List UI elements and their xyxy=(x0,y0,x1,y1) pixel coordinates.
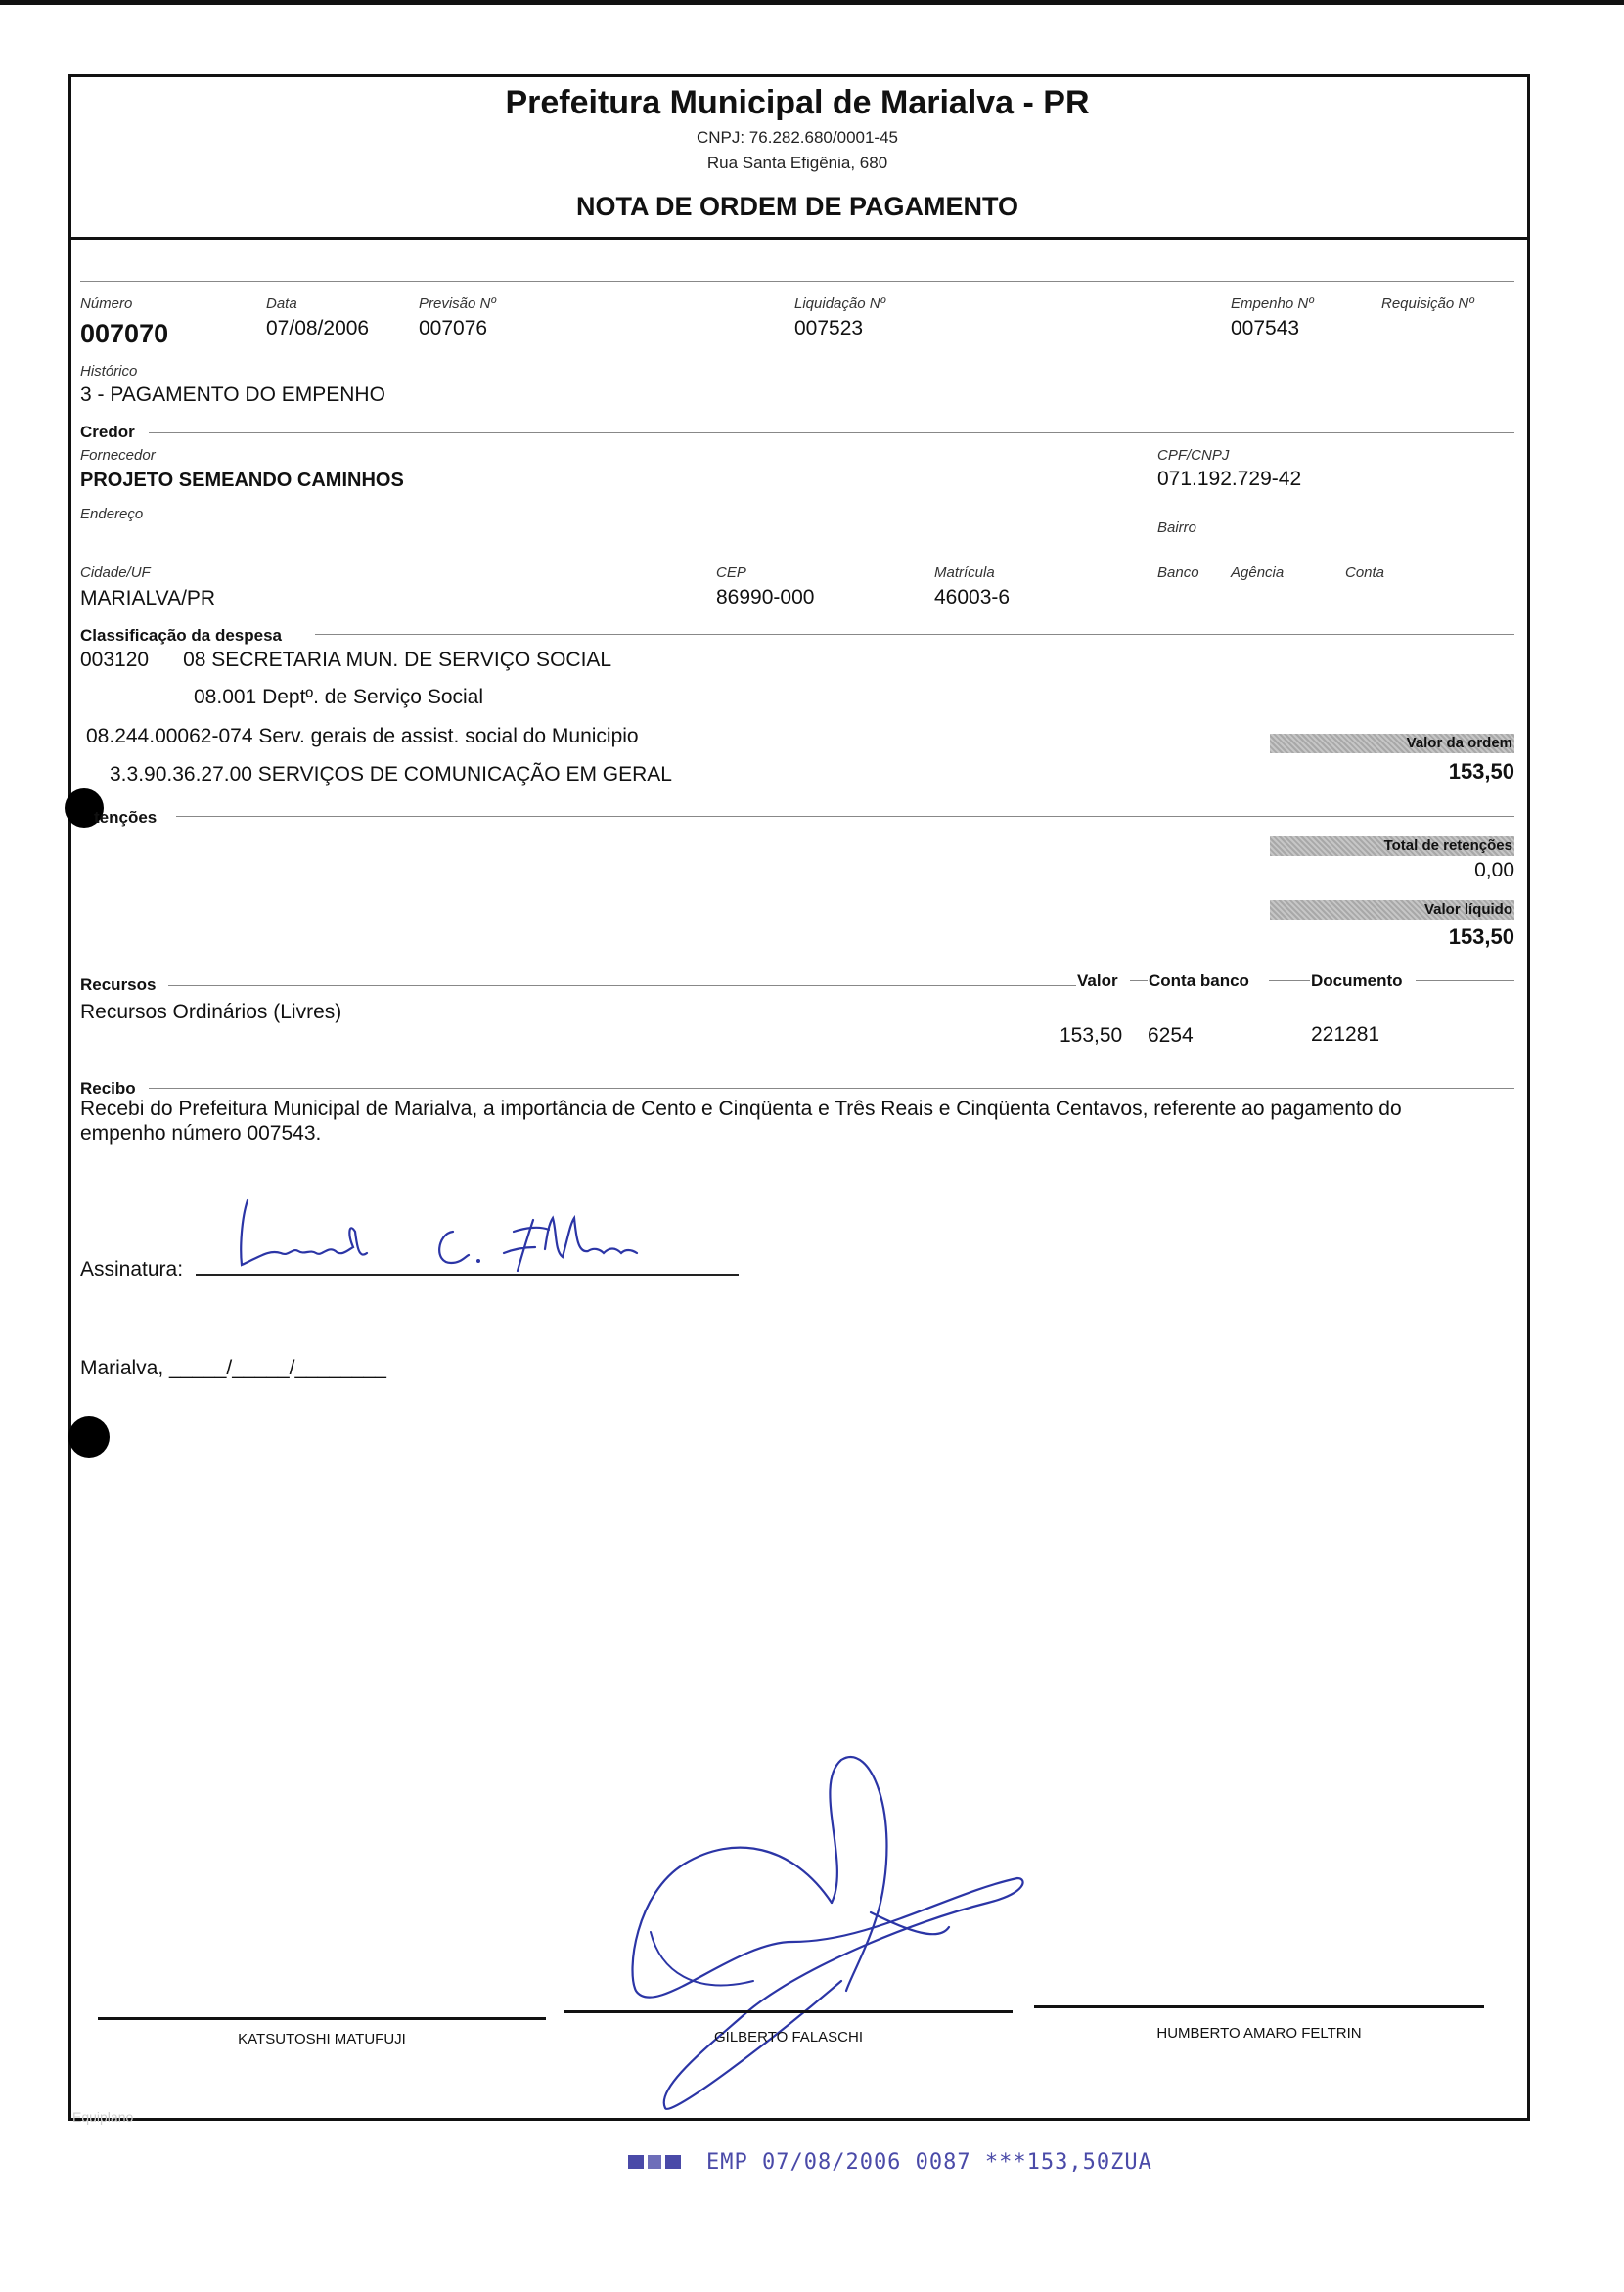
top-divider xyxy=(80,281,1514,282)
cpf-value: 071.192.729-42 xyxy=(1157,468,1302,490)
recursos-divider xyxy=(168,985,1076,986)
credor-divider xyxy=(149,432,1514,433)
empenho-value: 007543 xyxy=(1231,317,1300,339)
recibo-divider xyxy=(149,1088,1514,1089)
cidade-value: MARIALVA/PR xyxy=(80,587,216,609)
conta-label: Conta xyxy=(1345,564,1385,581)
previsao-value: 007076 xyxy=(419,317,488,339)
page-top-edge xyxy=(0,0,1624,5)
classificacao-line: 08.001 Deptº. de Serviço Social xyxy=(194,686,484,708)
recibo-section-label: Recibo xyxy=(80,1079,136,1098)
signatory-name: HUMBERTO AMARO FELTRIN xyxy=(1156,2025,1362,2042)
recursos-documento: 221281 xyxy=(1311,1023,1380,1046)
cidade-label: Cidade/UF xyxy=(80,564,151,581)
total-retencoes-value: 0,00 xyxy=(1474,859,1514,881)
historico-value: 3 - PAGAMENTO DO EMPENHO xyxy=(80,383,385,406)
signatory-name: GILBERTO FALASCHI xyxy=(714,2029,863,2045)
retencoes-section-label: tenções xyxy=(94,808,158,827)
recursos-divider-small xyxy=(1269,980,1310,981)
numero-label: Número xyxy=(80,295,133,312)
recursos-divider-small xyxy=(1130,980,1148,981)
equiplano-watermark: Equiplano xyxy=(72,2109,134,2125)
handwritten-signature-recibo xyxy=(220,1189,690,1281)
payment-stamp: EMP 07/08/2006 0087 ***153,50ZUA xyxy=(706,2150,1152,2175)
assinatura-label: Assinatura: xyxy=(80,1258,184,1281)
classificacao-line: 003120 08 SECRETARIA MUN. DE SERVIÇO SOCIAL xyxy=(80,649,612,671)
document-title: NOTA DE ORDEM DE PAGAMENTO xyxy=(575,192,1018,221)
historico-label: Histórico xyxy=(80,363,138,380)
recursos-valor: 153,50 xyxy=(1060,1024,1123,1047)
classificacao-section-label: Classificação da despesa xyxy=(80,626,283,645)
signature-line xyxy=(98,2017,546,2020)
endereco-label: Endereço xyxy=(80,506,144,522)
valor-liquido-label: Valor líquido xyxy=(1270,900,1514,920)
signatory-name: KATSUTOSHI MATUFUJI xyxy=(238,2031,406,2047)
fornecedor-label: Fornecedor xyxy=(80,447,156,464)
recursos-valor-label: Valor xyxy=(1077,971,1118,990)
valor-ordem-value: 153,50 xyxy=(1448,759,1514,784)
banco-label: Banco xyxy=(1157,564,1199,581)
liquidacao-label: Liquidação Nº xyxy=(794,295,886,312)
empenho-label: Empenho Nº xyxy=(1231,295,1314,312)
local-date-text: Marialva, _____/_____/________ xyxy=(80,1357,386,1379)
data-label: Data xyxy=(266,295,297,312)
signature-line xyxy=(1034,2005,1484,2008)
total-retencoes-label: Total de retenções xyxy=(1270,836,1514,856)
recursos-conta: 6254 xyxy=(1148,1024,1194,1047)
header-divider xyxy=(68,237,1530,240)
matricula-value: 46003-6 xyxy=(934,586,1011,608)
requisicao-label: Requisição Nº xyxy=(1381,295,1474,312)
recursos-descricao: Recursos Ordinários (Livres) xyxy=(80,1001,342,1023)
stamp-logo-icon xyxy=(626,2150,685,2174)
classificacao-line: 08.244.00062-074 Serv. gerais de assist. social do Municipio xyxy=(86,725,639,747)
recibo-text: Recebi do Prefeitura Municipal de Marialva, a importância de Cento e Cinqüenta e Três Reais e Cinqüenta Centavos, referente ao pagamento do empenho número 007543. xyxy=(80,1098,1402,1145)
cep-label: CEP xyxy=(716,564,746,581)
matricula-label: Matrícula xyxy=(934,564,995,581)
cpf-label: CPF/CNPJ xyxy=(1157,447,1230,464)
recursos-divider-small xyxy=(1416,980,1514,981)
fornecedor-value: PROJETO SEMEANDO CAMINHOS xyxy=(80,470,404,491)
handwritten-signature-director xyxy=(616,1746,1047,2128)
recursos-conta-label: Conta banco xyxy=(1149,971,1249,990)
credor-section-label: Credor xyxy=(80,423,135,441)
signature-line xyxy=(564,2010,1013,2013)
liquidacao-value: 007523 xyxy=(794,317,864,339)
classificacao-line: 3.3.90.36.27.00 SERVIÇOS DE COMUNICAÇÃO EM GERAL xyxy=(110,763,672,786)
classificacao-divider xyxy=(315,634,1514,635)
previsao-label: Previsão Nº xyxy=(419,295,496,312)
recursos-section-label: Recursos xyxy=(80,975,157,994)
address-text: Rua Santa Efigênia, 680 xyxy=(706,154,888,172)
retencoes-divider xyxy=(176,816,1514,817)
punch-hole xyxy=(68,1416,110,1458)
cep-value: 86990-000 xyxy=(716,586,815,608)
agencia-label: Agência xyxy=(1231,564,1285,581)
municipality-title: Prefeitura Municipal de Marialva - PR xyxy=(505,84,1090,121)
cnpj-text: CNPJ: 76.282.680/0001-45 xyxy=(696,128,899,147)
data-value: 07/08/2006 xyxy=(266,317,370,339)
valor-ordem-label: Valor da ordem xyxy=(1270,734,1514,753)
valor-liquido-value: 153,50 xyxy=(1448,924,1514,949)
bairro-label: Bairro xyxy=(1157,519,1197,536)
numero-value: 007070 xyxy=(80,319,169,348)
recursos-documento-label: Documento xyxy=(1311,971,1403,990)
